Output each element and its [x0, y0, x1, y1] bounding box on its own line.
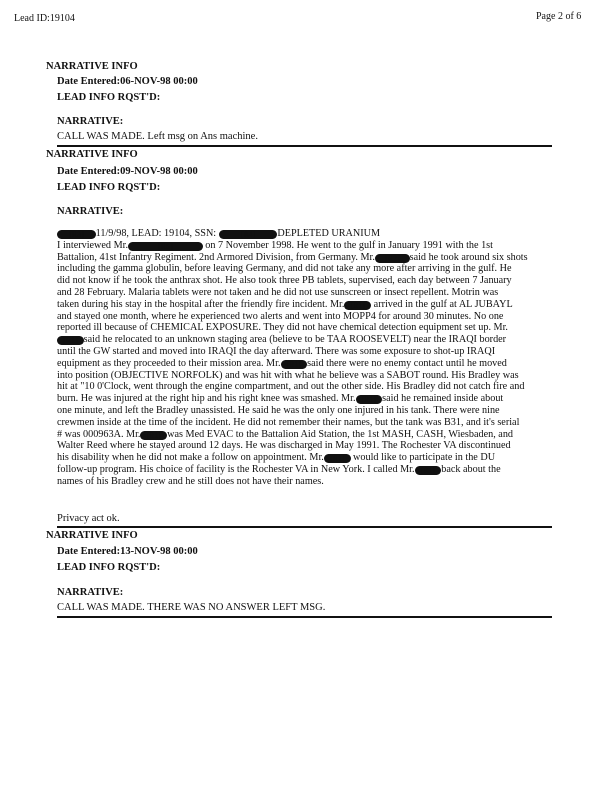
privacy-note: Privacy act ok. [57, 513, 120, 524]
redaction-mark: [R1] [415, 466, 442, 475]
body-line: burn. He was injured at the right hip and his right knee was smashed. Mr. [R1] said he remained inside about [57, 393, 504, 405]
body-line: taken during his stay in the hospital after the friendly fire incident. Mr. [R1] arrived in the gulf at AL JUBAYL [57, 298, 513, 310]
entry-date: Date Entered:06-NOV-98 00:00 [57, 76, 198, 87]
entry-date: Date Entered:09-NOV-98 00:00 [57, 166, 198, 177]
narrative-text: CALL WAS MADE. Left msg on Ans machine. [57, 131, 258, 142]
redaction-mark: [R1] [57, 336, 84, 345]
entry-rqst: LEAD INFO RQST'D: [57, 92, 161, 103]
body-line: one minute, and left the Bradley unassisted. He said he was the only one injured in his tank. There were nine [57, 404, 500, 416]
narrative-label: NARRATIVE: [57, 587, 124, 598]
body-line: crewmen inside at the time of the incident. He did not remember their names, but the tank was B31, and it's serial [57, 416, 520, 428]
divider [57, 526, 552, 528]
redaction-mark: [R1] [281, 360, 308, 369]
body-line: Battalion, 41st Infantry Regiment. 2nd Armored Division, from Germany. Mr. [R2] said he took around six shots [57, 251, 528, 263]
body-line: his disability when he did not make a follow on appointment. Mr. [R1] would like to participate in the DU [57, 452, 496, 464]
body-line: equipment as they proceeded to their mission area. Mr. [R1] said there were no enemy contact until he moved [57, 357, 507, 369]
redaction-mark: [R2] [375, 254, 410, 263]
redaction-mark: [R1] [356, 395, 383, 404]
redaction-mark: [R1] [344, 301, 371, 310]
body-line: [R1] said he relocated to an unknown staging area (believe to be TAA ROOSEVELT) near the IRAQI border [57, 334, 528, 346]
entry-date: Date Entered:13-NOV-98 00:00 [57, 546, 198, 557]
redaction-mark: [R1] [140, 431, 167, 440]
body-line: [R3] 11/9/98, LEAD: 19104, SSN: [R4] DEPLETED URANIUM [57, 228, 528, 240]
body-line: names of his Bradley crew and he still does not have their names. [57, 475, 324, 487]
body-line: did not know if he took the anthrax shot. He also took three PB tablets, supervised, each day between 7 January [57, 275, 512, 287]
divider [57, 616, 552, 618]
redaction-mark: [R5] [128, 242, 203, 251]
body-line: and 28 February. Malaria tablets were not taken and he did not use sunscreen or insect repellent. Motrin was [57, 286, 499, 298]
body-line: reported ill because of CHEMICAL EXPOSURE. They did not have chemical detection equipment set up. Mr. [57, 322, 508, 334]
entry-title: NARRATIVE INFO [46, 530, 138, 541]
entry-rqst: LEAD INFO RQST'D: [57, 562, 161, 573]
narrative-text: CALL WAS MADE. THERE WAS NO ANSWER LEFT MSG. [57, 602, 326, 613]
divider [57, 145, 552, 147]
body-line: I interviewed Mr. [R5] on 7 November 1998. He went to the gulf in January 1991 with the 1st [57, 239, 493, 251]
entry-title: NARRATIVE INFO [46, 149, 138, 160]
body-line: including the gamma globulin, before leaving Germany, and did not take any more after arriving in the gulf. He [57, 263, 512, 275]
lead-id: Lead ID:19104 [14, 13, 75, 24]
body-line: Walter Reed where he stayed around 12 days. He was discharged in May 1991. The Rochester VA discontinued [57, 440, 511, 452]
narrative-body [57, 228, 528, 488]
redaction-mark: [R4] [219, 230, 278, 239]
redaction-mark: [R1] [324, 454, 351, 463]
body-line: into position (OBJECTIVE NORFOLK) and was hit with what he believe was a SABOT round. His Bradley was [57, 369, 519, 381]
narrative-label: NARRATIVE: [57, 116, 124, 127]
narrative-label: NARRATIVE: [57, 206, 124, 217]
body-line: # was 000963A. Mr. [R1] was Med EVAC to the Battalion Aid Station, the 1st MASH, CASH, Wiesbaden, and [57, 428, 514, 440]
body-line: follow-up program. His choice of facility is the Rochester VA in New York. I called Mr. [R1] back about the [57, 463, 501, 475]
entry-rqst: LEAD INFO RQST'D: [57, 182, 161, 193]
redaction-mark: [R3] [57, 230, 96, 239]
entry-title: NARRATIVE INFO [46, 61, 138, 72]
body-line: until the GW started and moved into IRAQI the day afterward. There was some exposure to shot-up IRAQI [57, 345, 496, 357]
body-line: hit at "10 0'Clock, went through the engine compartment, and out the other side. His Bradley did not catch fire and [57, 381, 525, 393]
body-line: and stayed one month, where he experienced two alerts and went into MOPP4 for around 30 minutes. No one [57, 310, 504, 322]
page-number: Page 2 of 6 [536, 11, 582, 22]
